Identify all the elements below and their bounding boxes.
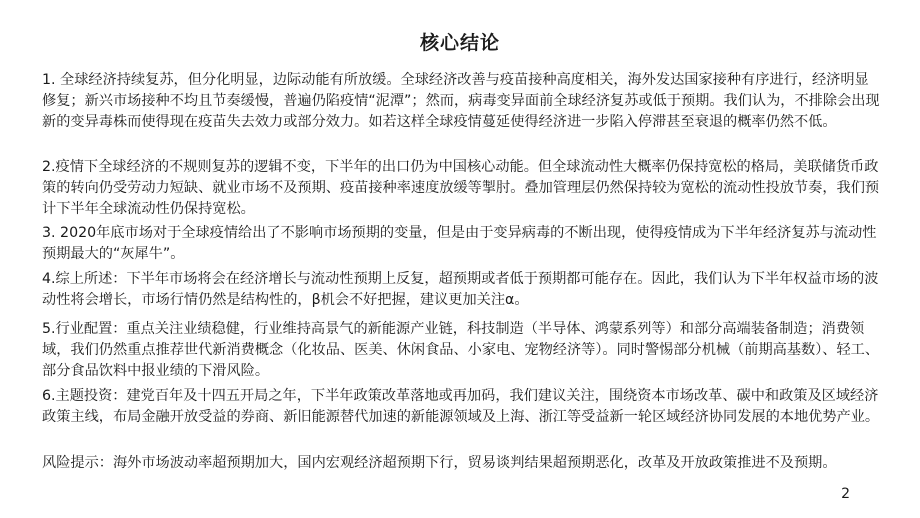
conclusion-paragraph-1: 1. 全球经济持续复苏，但分化明显，边际动能有所放缓。全球经济改善与疫苗接种高度相关，海外发达国家接种有序进行，经济明显修复；新兴市场接种不均且节奏缓慢，普遍仍陷疫情“泥潭”；然而，病毒变异面前全球经济复苏或低于预期。我们认为，不排除会出现新的变异毒株而使得现在疫苗失去效力或部分效力。如若这样全球疫情蔓延使得经济进一步陷入停滞甚至衰退的概率仍然不低。	[42, 72, 880, 131]
conclusion-paragraph-6: 6.主题投资：建党百年及十四五开局之年，下半年政策改革落地或再加码，我们建议关注，围绕资本市场改革、碳中和政策及区域经济政策主线，布局金融开放受益的券商、新旧能源替代加速的新能源领域及上海、浙江等受益新一轮区域经济协同发展的本地优势产业。	[42, 388, 880, 426]
conclusion-paragraph-2: 2.疫情下全球经济的不规则复苏的逻辑不变，下半年的出口仍为中国核心动能。但全球流动性大概率仍保持宽松的格局，美联储货币政策的转向仍受劳动力短缺、就业市场不及预期、疫苗接种率速度放缓等掣肘。叠加管理层仍然保持较为宽松的流动性投放节奏，我们预计下半年全球流动性仍保持宽松。	[42, 159, 880, 218]
conclusion-paragraph-4: 4.综上所述：下半年市场将会在经济增长与流动性预期上反复，超预期或者低于预期都可能存在。因此，我们认为下半年权益市场的波动性将会增长，市场行情仍然是结构性的，β机会不好把握，建议更加关注α。	[42, 271, 879, 309]
page-number: 2	[841, 486, 850, 502]
slide-title: 核心结论	[419, 32, 500, 54]
risk-warning-paragraph: 风险提示：海外市场波动率超预期加大，国内宏观经济超预期下行，贸易谈判结果超预期恶化，改革及开放政策推进不及预期。	[42, 455, 837, 471]
conclusion-paragraph-5: 5.行业配置：重点关注业绩稳健，行业维持高景气的新能源产业链，科技制造（半导体、鸿蒙系列等）和部分高端装备制造；消费领域，我们仍然重点推荐世代新消费概念（化妆品、医美、休闲食品、小家电、宠物经济等）。同时警惕部分机械（前期高基数）、轻工、部分食品饮料中报业绩的下滑风险。	[42, 321, 880, 380]
conclusion-paragraph-3: 3. 2020年底市场对于全球疫情给出了不影响市场预期的变量，但是由于变异病毒的不断出现，使得疫情成为下半年经济复苏与流动性预期最大的“灰犀牛”。	[42, 225, 877, 263]
